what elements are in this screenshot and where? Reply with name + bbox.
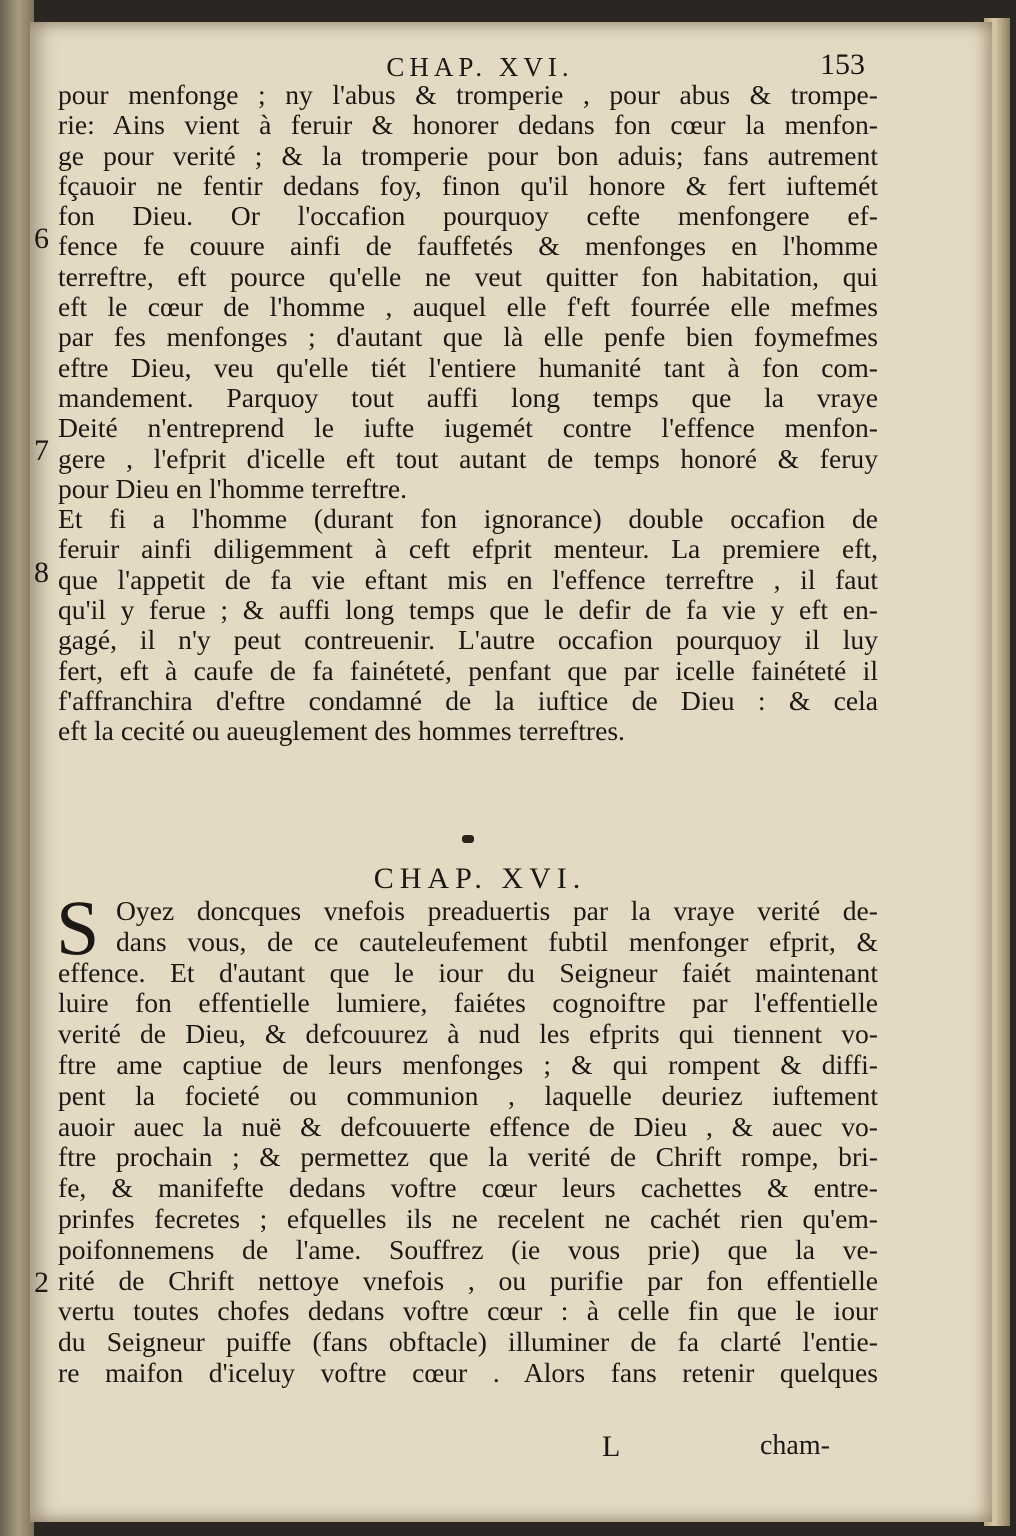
text-line: auoir auec la nuë & defcouuerte effence de Dieu , & auec vo- (58, 1110, 878, 1142)
text-line: fon Dieu. Or l'occafion pourquoy cefte menfongere ef- (58, 200, 878, 232)
text-line: rie: Ains vient à feruir & honorer dedans fon cœur la menfon- (58, 109, 878, 141)
chapter-heading: CHAP. XVI. (373, 862, 587, 895)
text-line: terreftre, eft pource qu'elle ne veut quitter fon habitation, qui (58, 260, 878, 292)
text-line: Oyez doncques vnefois preaduertis par la vraye verité de- (116, 895, 878, 926)
text-line: re maifon d'iceluy voftre cœur . Alors fans retenir quelques (58, 1356, 878, 1388)
text-line: Et fi a l'homme (durant fon ignorance) double occafion de (58, 503, 878, 535)
page-number: 153 (820, 48, 865, 81)
text-line: que l'appetit de fa vie eftant mis en l'effence terreftre , il faut (58, 563, 878, 595)
text-line: effence. Et d'autant que le iour du Seigneur faiét maintenant (58, 956, 878, 988)
text-line: feruir ainfi diligemment à ceft efprit menteur. La premiere eft, (58, 533, 878, 565)
previous-page-edge (0, 0, 34, 1536)
text-line: qu'il y ferue ; & auffi long temps que le defir de fa vie y eft en- (58, 594, 878, 626)
text-line: fçauoir ne fentir dedans foy, finon qu'il honore & fert iuftemét (58, 169, 878, 201)
chapter-body-text (56, 884, 878, 1389)
text-line: fence fe couure ainfi de fauffetés & menfonges en l'homme (58, 230, 878, 262)
running-head: CHAP. XVI. (386, 52, 574, 82)
text-line: eft le cœur de l'homme , auquel elle f'eft fourrée elle mefmes (58, 291, 878, 323)
text-line: eft la cecité ou aueuglement des hommes terreftres. (58, 715, 625, 747)
text-line: eftre Dieu, veu qu'elle tiét l'entiere humanité tant à fon com- (58, 351, 878, 383)
drop-cap-initial: S (56, 884, 100, 971)
verse-marker-2: 2 (34, 1266, 49, 1299)
section-ornament (462, 835, 474, 843)
text-line: fe, & manifefte dedans voftre cœur leurs cachettes & entre- (58, 1172, 878, 1204)
text-line: du Seigneur puiffe (fans obftacle) illuminer de fa clarté l'entie- (58, 1326, 878, 1358)
text-line: gagé, il n'y peut contreuenir. L'autre occafion pourquoy il luy (58, 624, 878, 656)
text-line: gere , l'efprit d'icelle eft tout autant de temps honoré & feruy (58, 442, 878, 474)
text-line: mandement. Parquoy tout auffi long temps que la vraye (58, 381, 878, 413)
text-line: verité de Dieu, & defcouurez à nud les efprits qui tiennent vo- (58, 1018, 878, 1050)
text-line: f'affranchira d'eftre condamné de la iuftice de Dieu : & cela (58, 684, 878, 716)
text-line: prinfes fecretes ; efquelles ils ne recelent ne cachét rien qu'em- (58, 1202, 878, 1234)
text-line: par fes menfonges ; d'autant que là elle penfe bien foymefmes (58, 321, 878, 353)
chapter-continuation-text (58, 80, 878, 747)
text-line: ge pour verité ; & la tromperie pour bon aduis; fans autrement (58, 139, 878, 171)
text-line: ftre prochain ; & permettez que la verité de Chrift rompe, bri- (58, 1141, 878, 1173)
text-line: luire fon effentielle lumiere, faiétes cognoiftre par l'effentielle (58, 987, 878, 1019)
catchword: cham- (760, 1430, 830, 1461)
text-line: pour Dieu en l'homme terreftre. (58, 472, 407, 504)
verse-marker-6: 6 (34, 222, 49, 255)
text-line: fert, eft à caufe de fa fainéteté, penfant que par icelle fainéteté il (58, 654, 878, 686)
text-line: ftre ame captiue de leurs menfonges ; & qui rompent & diffi- (58, 1048, 878, 1080)
signature-mark: L (602, 1430, 621, 1463)
text-line: rité de Chrift nettoye vnefois , ou purifie par fon effentielle (58, 1264, 878, 1296)
text-line: vertu toutes chofes dedans voftre cœur : à celle fin que le iour (58, 1295, 878, 1327)
text-line: dans vous, de ce cauteleufement fubtil menfonger efprit, & (116, 925, 878, 957)
text-line: poifonnemens de l'ame. Souffrez (ie vous prie) que la ve- (58, 1233, 878, 1265)
text-line: Deité n'entreprend le iufte iugemét contre l'effence menfon- (58, 412, 878, 444)
text-line: pour menfonge ; ny l'abus & tromperie , pour abus & trompe- (58, 79, 878, 110)
verse-marker-8: 8 (34, 556, 49, 589)
text-line: pent la focieté ou communion , laquelle deuriez iuftement (58, 1079, 878, 1111)
verse-marker-7: 7 (34, 434, 49, 467)
